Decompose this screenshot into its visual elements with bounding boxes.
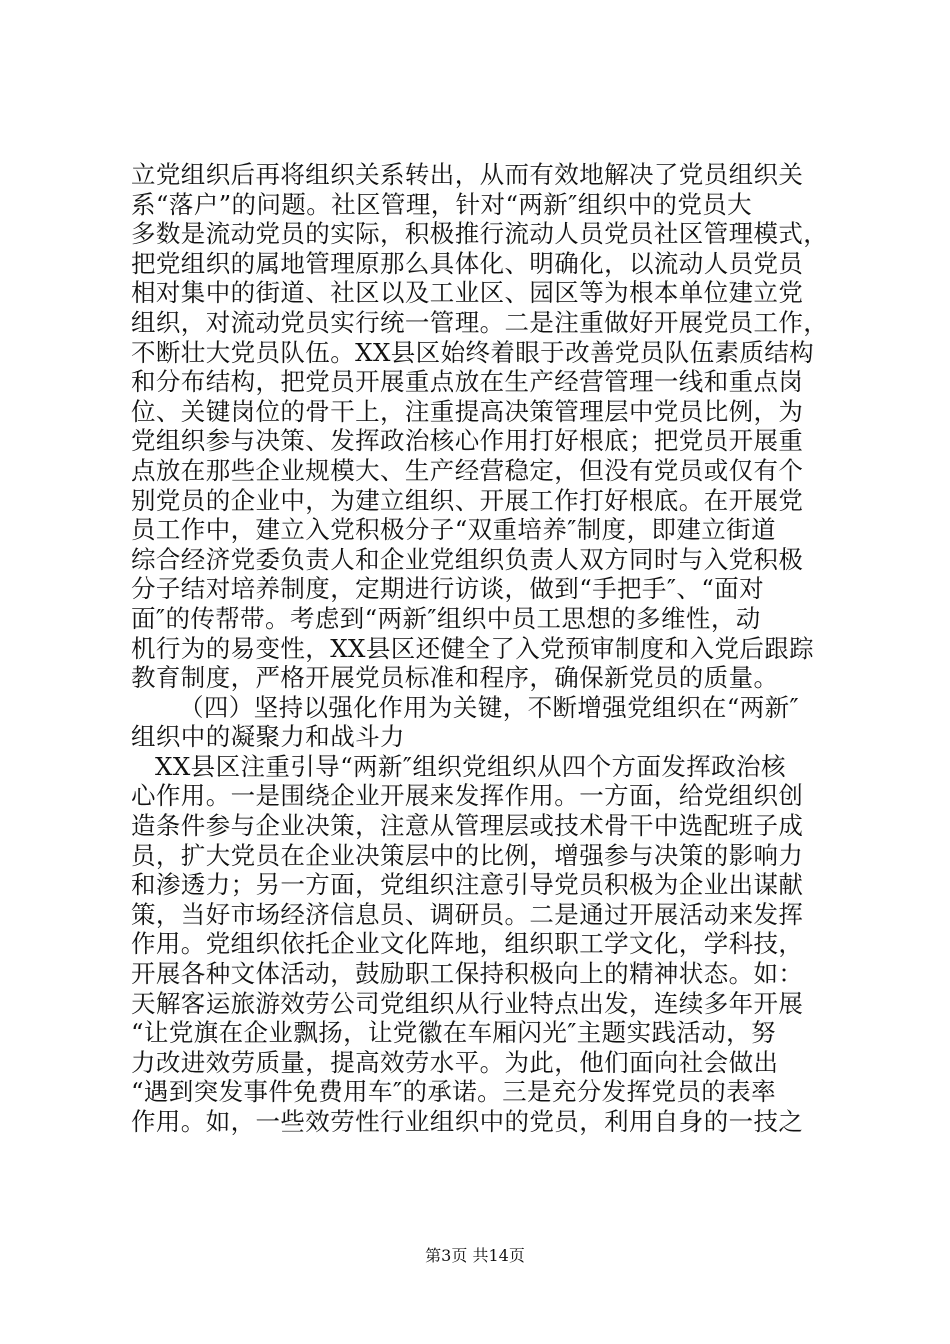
page-mid-text: 页 共 xyxy=(451,1246,489,1265)
text-line: 造条件参与企业决策，注意从管理层或技术骨干中选配班子成 xyxy=(131,811,804,841)
text-line: 心作用。一是围绕企业开展来发挥作用。一方面，给党组织创 xyxy=(131,781,804,811)
text-line: XX县区注重引导“两新″组织党组织从四个方面发挥政治核 xyxy=(155,751,786,781)
text-line: 综合经济党委负责人和企业党组织负责人双方同时与入党积极 xyxy=(131,544,804,574)
text-line: 面″的传帮带。考虑到“两新″组织中员工思想的多维性，动 xyxy=(131,603,761,633)
text-line: 策，当好市场经济信息员、调研员。二是通过开展活动来发挥 xyxy=(131,899,804,929)
text-line: 员工作中，建立入党积极分子“双重培养″制度，即建立街道 xyxy=(131,515,776,545)
text-line: 别党员的企业中，为建立组织、开展工作打好根底。在开展党 xyxy=(131,485,804,515)
section-heading-line: 组织中的凝聚力和战斗力 xyxy=(131,722,405,752)
section-heading-line: （四）坚持以强化作用为关键，不断增强党组织在“两新″ xyxy=(179,692,800,722)
total-pages-number: 14 xyxy=(488,1246,509,1265)
text-line: 力改进效劳质量，提高效劳水平。为此，他们面向社会做出 xyxy=(131,1047,779,1077)
text-line: 不断壮大党员队伍。XX县区始终着眼于改善党员队伍素质结构 xyxy=(131,337,815,367)
text-line: 分子结对培养制度，定期进行访谈，做到“手把手″、“面对 xyxy=(131,574,764,604)
text-line: 天解客运旅游效劳公司党组织从行业特点出发，连续多年开展 xyxy=(131,988,804,1018)
text-line: 点放在那些企业规模大、生产经营稳定，但没有党员或仅有个 xyxy=(131,455,804,485)
text-line: “遇到突发事件免费用车″的承诺。三是充分发挥党员的表率 xyxy=(131,1077,776,1107)
text-line: 作用。党组织依托企业文化阵地，组织职工学文化，学科技， xyxy=(131,929,804,959)
text-line: 机行为的易变性，XX县区还健全了入党预审制度和入党后跟踪 xyxy=(131,633,815,663)
text-line: 立党组织后再将组织关系转出，从而有效地解决了党员组织关 xyxy=(131,160,804,189)
body-text xyxy=(131,160,831,1137)
page-suffix: 页 xyxy=(508,1246,525,1265)
text-line: 和渗透力；另一方面，党组织注意引导党员积极为企业出谋献 xyxy=(131,870,804,900)
text-line: 系“落户”的问题。社区管理，针对“两新″组织中的党员大 xyxy=(131,189,753,219)
text-line: 和分布结构，把党员开展重点放在生产经营管理一线和重点岗 xyxy=(131,367,804,397)
text-line: 作用。如，一些效劳性行业组织中的党员，利用自身的一技之 xyxy=(131,1107,804,1136)
text-line: 组织，对流动党员实行统一管理。二是注重做好开展党员工作， xyxy=(131,307,829,337)
page-footer xyxy=(0,1246,950,1266)
text-line: 位、关键岗位的骨干上，注重提高决策管理层中党员比例，为 xyxy=(131,396,804,426)
text-line: 把党组织的属地管理原那么具体化、明确化，以流动人员党员 xyxy=(131,248,804,278)
text-line: 教育制度，严格开展党员标准和程序，确保新党员的质量。 xyxy=(131,663,779,693)
text-line: 多数是流动党员的实际，积极推行流动人员党员社区管理模式， xyxy=(131,219,829,249)
current-page-number: 3 xyxy=(441,1246,452,1265)
text-line: “让党旗在企业飘扬，让党徽在车厢闪光″主题实践活动，努 xyxy=(131,1018,776,1048)
text-line: 员，扩大党员在企业决策层中的比例，增强参与决策的影响力 xyxy=(131,840,804,870)
text-line: 相对集中的街道、社区以及工业区、园区等为根本单位建立党 xyxy=(131,278,804,308)
text-line: 开展各种文体活动，鼓励职工保持积极向上的精神状态。如： xyxy=(131,959,804,989)
page-prefix: 第 xyxy=(425,1246,442,1265)
text-line: 党组织参与决策、发挥政治核心作用打好根底；把党员开展重 xyxy=(131,426,804,456)
